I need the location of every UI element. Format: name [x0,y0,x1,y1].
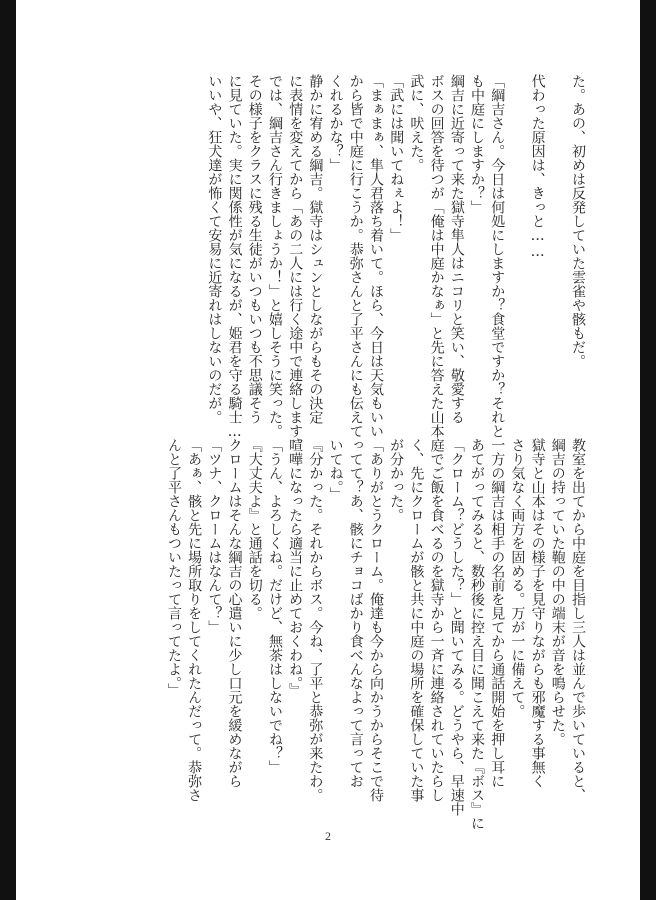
text-line: いてね。」 [327,438,344,501]
text-line: 静かに宥める綱吉。獄寺はシュンとしながらもその決定 [307,74,324,424]
text-line: が分かった。 [388,438,405,522]
top-text-block [204,74,588,452]
text-line: 「綱吉さん。今日は何処にしますか？食堂ですか？それと [489,74,506,438]
text-line: クロームはそんな綱吉の心遣いに少し口元を緩めながら [226,438,243,788]
blank-line [548,74,568,404]
text-line: も中庭にしますか？」 [469,74,486,214]
text-line: 『大丈夫よ』と通話を切る。 [246,438,263,620]
blank-line [507,74,527,404]
text-line: 『分かった。それからボス。今ね、了平と恭弥が来たわ。 [307,438,324,802]
text-line: くれるかな？」 [327,74,344,172]
text-line: た。あの、初めは反発していた雲雀や骸もだ。 [570,74,586,368]
text-line: 教室を出てから中庭を目指し三人は並んで歩いていると、 [570,438,586,802]
text-line: 綱吉の持っていた鞄の中の端末が音を鳴らせた。 [549,438,566,746]
text-line: 庭でご飯を食べるのを獄寺から一斉に連絡されていたらし [428,438,445,802]
text-line: 獄寺と山本はその様子を見守りながらも邪魔する事無く [529,438,546,788]
text-line: では、綱吉さん行きましょうか！」と嬉しそうに笑った。 [266,74,283,438]
text-line: 喧嘩になったら適当に止めておくわね。』 [287,438,304,697]
text-line: あてがってみると、数秒後に控え目に聞こえて来た『ボス』に [468,438,485,830]
text-line: 「うん、よろしくね。だけど、無茶はしないでね？」 [266,438,283,774]
text-line: 「まぁまぁ、隼人君落ち着いて。ほら、今日は天気もいい [368,74,384,438]
text-line: に表情を変えてから「あの二人には行く途中で連絡します。 [287,74,304,452]
text-line: 「ありがとうクローム。俺達も今から向かうからそこで待 [367,438,384,802]
text-line: いいや、狂犬達が怖くて安易に近寄れはしないのだが。 [206,74,223,424]
text-line: に見ていた。実に関係性が気になるが、姫君を守る騎士… [226,74,243,440]
text-line: 「あぁ、骸と先に場所取りをしてくれたんだって。恭弥さ [186,438,203,802]
text-line: 「クローム？どうした？」と聞いてみる。どうやら、早速中 [448,438,465,816]
text-line: さり気なく両方を固める。万が一に備えて。 [509,438,526,718]
text-line: 武に、吠えた。 [408,74,425,172]
page-number: 2 [325,829,331,843]
bottom-text-block [164,438,588,830]
text-line: ってて？あ、骸にチョコばかり食べんなよって言ってお [347,438,364,788]
text-line: から皆で中庭に行こうか。恭弥さんと了平さんにも伝えて [347,74,364,438]
text-line: 綱吉に近寄って来た獄寺隼人はニコリと笑い、敬愛する [448,74,465,424]
text-line: んと了平さんもついたって言ってたよ。」 [165,438,182,697]
text-line: ボスの回答を待つが「俺は中庭かなぁ」と先に答えた山本 [428,74,445,438]
text-line: その様子をクラスに残る生徒がいつもいつも不思議そう [246,74,263,424]
text-line: 一方の綱吉は相手の名前を見てから通話開始を押し耳に [489,438,506,788]
text-line: 代わった原因は、きっと…… [529,74,546,260]
text-line: 「ツナ、クロームはなんて？」 [206,438,223,634]
text-line: く、先にクロームが骸と共に中庭の場所を確保していた事 [408,438,425,802]
text-line: 「武には聞いてねぇよ！」 [388,74,405,242]
document-page [16,0,640,900]
